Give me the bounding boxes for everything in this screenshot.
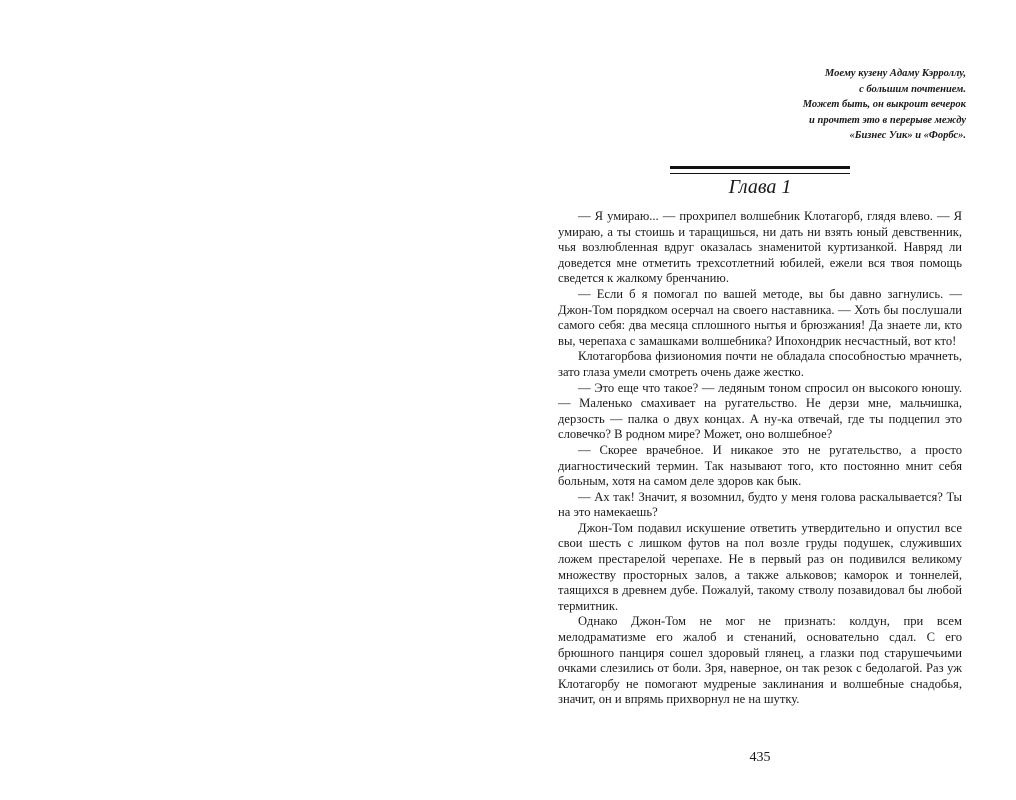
dedication-line: Может быть, он выкроит вечерок <box>802 99 966 110</box>
page-number: 435 <box>749 750 771 765</box>
paragraph: Джон-Том подавил искушение ответить утвердительно и опустил все свои шесть с лишком футов на пол возле груды подушек, служивших ложем престарелой черепахе. Не в первый раз он подивился великому множеству просторных залов, а также альковов; каморок и тоннелей, таящихся в древнем дубе. Пожалуй, такому стволу позавидовал бы любой термитник. <box>558 520 962 613</box>
right-page <box>548 0 1016 800</box>
chapter-body <box>558 209 962 708</box>
dedication-line: и прочтет это в перерыве между <box>809 114 966 126</box>
paragraph: — Я умираю... — прохрипел волшебник Клотагорб, глядя влево. — Я умираю, а ты стоишь и таращишься, ни дать ни взять юный девственник, чья возлюбленная вдруг оказалась знаменитой куртизанкой. Навряд ли доведется мне отметить трехсотлетний юбилей, ежели вся твоя помощь сведется к жалкому бренчанию. <box>558 209 962 286</box>
dedication <box>666 66 966 144</box>
paragraph: — Скорее врачебное. И никакое это не ругательство, а просто диагностический термин. Так называют того, кто постоянно мнит себя больным, хотя на самом деле здоров как бык. <box>558 442 962 489</box>
paragraph: — Ах так! Значит, я возомнил, будто у меня голова раскалывается? Ты на это намекаешь? <box>558 489 962 520</box>
dedication-line: Моему кузену Адаму Кэрроллу, <box>824 68 966 79</box>
dedication-line: «Бизнес Уик» и «Форбс». <box>849 130 966 141</box>
chapter-divider-rule <box>670 166 850 174</box>
paragraph: Однако Джон-Том не мог не признать: колдун, при всем мелодраматизме его жалоб и стенаний, основательно сдал. С его брюшного панциря сошел здоровый глянец, а глазки под старушечьими очками слезились от боли. Зря, наверное, он так резок с бедолагой. Раз уж Клотагорбу не помогают мудреные заклинания и волшебные снадобья, значит, он и впрямь прихворнул не на шутку. <box>558 614 962 707</box>
paragraph: — Если б я помогал по вашей методе, вы бы давно загнулись. — Джон-Том порядком осерчал на своего наставника. — Хоть бы послушали самого себя: два месяца сплошного нытья и брюзжания! Да знаете ли, кто вы, черепаха с замашками волшебника? Ипохондрик несчастный, вот кто! <box>558 286 962 348</box>
dedication-line: с большим почтением. <box>859 83 966 95</box>
paragraph: — Это еще что такое? — ледяным тоном спросил он высокого юношу. — Маленько смахивает на ругательство. Не дерзи мне, мальчишка, дерзость — палка о двух концах. А ну-ка отвечай, где ты подцепил это словечко? В родном мире? Может, оно волшебное? <box>558 380 962 442</box>
chapter-title: Глава 1 <box>728 176 792 198</box>
paragraph: Клотагорбова физиономия почти не обладала способностью мрачнеть, зато глаза умели смотреть очень даже жестко. <box>558 349 962 379</box>
